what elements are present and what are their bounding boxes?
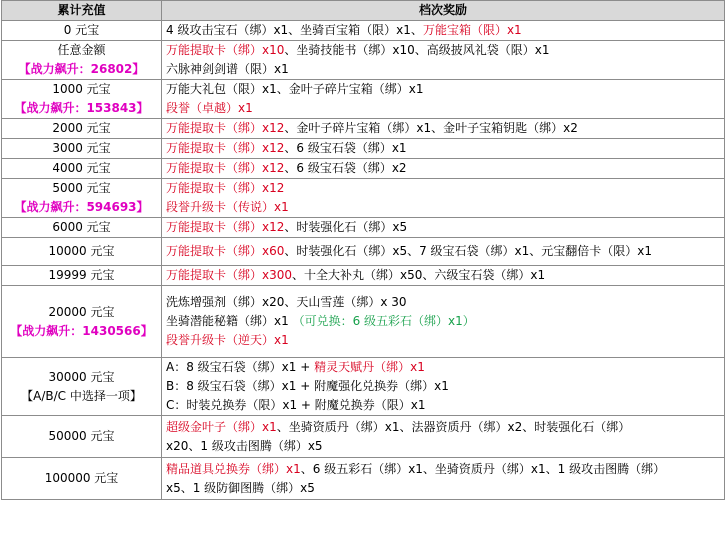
amount-cell xyxy=(2,218,162,238)
reward-text: 段誉（卓越）x1 xyxy=(166,101,253,115)
amount-text: 20000 元宝 xyxy=(48,304,115,319)
amount-cell xyxy=(2,358,162,416)
reward-text: x20、1 级攻击图腾（绑）x5 xyxy=(166,438,323,453)
amount-cell xyxy=(2,286,162,358)
table-row xyxy=(2,238,725,266)
amount-cell xyxy=(2,266,162,286)
reward-line xyxy=(166,41,720,60)
amount-text: 30000 元宝 xyxy=(48,369,115,384)
reward-line xyxy=(166,218,720,237)
reward-text: （可兑换：6 级五彩石（绑）x1） xyxy=(292,314,475,328)
table-row xyxy=(2,41,725,80)
table-row xyxy=(2,139,725,159)
reward-cell xyxy=(162,458,725,500)
table-body xyxy=(2,21,725,500)
reward-text: 万能提取卡（绑）x12 xyxy=(166,141,285,155)
reward-line xyxy=(166,159,720,178)
table-row xyxy=(2,416,725,458)
amount-cell xyxy=(2,119,162,139)
reward-line xyxy=(166,437,720,456)
reward-text: 万能提取卡（绑）x10 xyxy=(166,43,285,57)
amount-text: 0 元宝 xyxy=(63,23,100,37)
table-row xyxy=(2,21,725,41)
reward-text: 万能提取卡（绑）x12 xyxy=(166,161,285,175)
table-row xyxy=(2,80,725,119)
reward-line xyxy=(166,331,720,350)
header-rewards: 档次奖励 xyxy=(162,1,725,21)
reward-line xyxy=(166,358,720,377)
table-header-row xyxy=(2,1,725,21)
reward-cell xyxy=(162,416,725,458)
reward-line xyxy=(166,80,720,99)
amount-text: 19999 元宝 xyxy=(48,268,115,282)
reward-cell xyxy=(162,238,725,266)
amount-text: 50000 元宝 xyxy=(48,429,115,443)
table-row xyxy=(2,179,725,218)
reward-text: B：8 级宝石袋（绑）x1 + 附魔强化兑换券（绑）x1 xyxy=(166,379,449,393)
reward-cell xyxy=(162,21,725,41)
reward-text: 精灵天赋丹（绑）x1 xyxy=(314,360,425,374)
reward-text: 万能提取卡（绑）x12 xyxy=(166,121,285,135)
reward-text: 万能大礼包（限）x1、金叶子碎片宝箱（绑）x1 xyxy=(166,82,424,96)
amount-text: 3000 元宝 xyxy=(52,141,111,155)
reward-text: 万能提取卡（绑）x12 xyxy=(166,220,285,234)
amount-text: 2000 元宝 xyxy=(52,121,111,135)
reward-cell xyxy=(162,286,725,358)
reward-line xyxy=(166,119,720,138)
reward-text: 超级金叶子（绑）x1 xyxy=(166,419,277,434)
reward-text: 、时装强化石（绑）x5 xyxy=(284,220,408,234)
reward-text: C：时装兑换券（限）x1 + 附魔兑换券（限）x1 xyxy=(166,398,426,412)
reward-text: 、时装强化石（绑）x5、7 级宝石袋（绑）x1、元宝翻倍卡（限）x1 xyxy=(284,244,653,258)
reward-line xyxy=(166,99,720,118)
reward-cell xyxy=(162,179,725,218)
amount-cell xyxy=(2,159,162,179)
table-row xyxy=(2,458,725,500)
amount-text: 100000 元宝 xyxy=(44,471,119,485)
reward-line xyxy=(166,21,720,40)
bonus-text: 【战力飙升：26802】 xyxy=(18,62,145,76)
reward-cell xyxy=(162,218,725,238)
amount-cell xyxy=(2,41,162,80)
reward-text: A：8 级宝石袋（绑）x1 + xyxy=(166,360,315,374)
reward-line xyxy=(166,396,720,415)
reward-cell xyxy=(162,119,725,139)
amount-cell xyxy=(2,80,162,119)
reward-line xyxy=(166,312,720,331)
amount-cell xyxy=(2,139,162,159)
amount-text: 10000 元宝 xyxy=(48,244,115,258)
reward-text: x5、1 级防御图腾（绑）x5 xyxy=(166,480,315,495)
reward-line xyxy=(166,139,720,158)
amount-cell xyxy=(2,416,162,458)
reward-line xyxy=(166,198,720,217)
amount-text: 6000 元宝 xyxy=(52,220,111,234)
reward-text: 段誉升级卡（逆天）x1 xyxy=(166,333,289,347)
reward-cell xyxy=(162,358,725,416)
reward-line xyxy=(166,293,720,312)
table-row xyxy=(2,119,725,139)
table-row xyxy=(2,159,725,179)
reward-text: 、金叶子碎片宝箱（绑）x1、金叶子宝箱钥匙（绑）x2 xyxy=(284,121,578,135)
reward-text: 万能提取卡（绑）x60 xyxy=(166,244,285,258)
reward-line xyxy=(166,242,720,261)
reward-line xyxy=(166,266,720,285)
reward-text: 段誉升级卡（传说）x1 xyxy=(166,200,289,214)
reward-text: 4 级攻击宝石（绑）x1、坐骑百宝箱（限）x1、 xyxy=(166,23,423,37)
header-amount: 累计充值 xyxy=(2,1,162,21)
table-row xyxy=(2,266,725,286)
reward-text: 六脉神剑剑谱（限）x1 xyxy=(166,62,289,76)
amount-cell xyxy=(2,238,162,266)
reward-text: 万能提取卡（绑）x12 xyxy=(166,181,285,195)
table-row xyxy=(2,286,725,358)
reward-cell xyxy=(162,41,725,80)
bonus-text: 【A/B/C 中选择一项】 xyxy=(21,388,142,403)
reward-text: 、坐骑资质丹（绑）x1、法器资质丹（绑）x2、时装强化石（绑） xyxy=(276,419,631,434)
reward-line xyxy=(166,479,720,498)
table-row xyxy=(2,218,725,238)
reward-text: 、十全大补丸（绑）x50、六级宝石袋（绑）x1 xyxy=(292,268,546,282)
bonus-text: 【战力飙升：594693】 xyxy=(14,200,149,214)
reward-table xyxy=(1,0,725,500)
reward-text: 万能宝箱（限）x1 xyxy=(422,23,522,37)
amount-text: 1000 元宝 xyxy=(52,82,111,96)
reward-line xyxy=(166,418,720,437)
reward-cell xyxy=(162,266,725,286)
amount-cell xyxy=(2,21,162,41)
reward-text: 坐骑潜能秘籍（绑）x1 xyxy=(166,314,293,328)
reward-cell xyxy=(162,139,725,159)
reward-text: 洗炼增强剂（绑）x20、天山雪莲（绑）x 30 xyxy=(166,295,407,309)
reward-text: 精品道具兑换券（绑）x1 xyxy=(166,461,301,476)
reward-text: 、6 级五彩石（绑）x1、坐骑资质丹（绑）x1、1 级攻击图腾（绑） xyxy=(300,461,666,476)
amount-cell xyxy=(2,458,162,500)
amount-cell xyxy=(2,179,162,218)
bonus-text: 【战力飙升：1430566】 xyxy=(10,323,153,338)
reward-line xyxy=(166,179,720,198)
amount-text: 任意金额 xyxy=(57,43,106,57)
table-row xyxy=(2,358,725,416)
reward-line xyxy=(166,460,720,479)
bonus-text: 【战力飙升：153843】 xyxy=(14,101,149,115)
amount-text: 4000 元宝 xyxy=(52,161,111,175)
reward-text: 、坐骑技能书（绑）x10、高级披风礼袋（限）x1 xyxy=(284,43,550,57)
reward-line xyxy=(166,60,720,79)
reward-text: 万能提取卡（绑）x300 xyxy=(166,268,293,282)
amount-text: 5000 元宝 xyxy=(52,181,111,195)
reward-cell xyxy=(162,159,725,179)
reward-text: 、6 级宝石袋（绑）x1 xyxy=(284,141,407,155)
reward-cell xyxy=(162,80,725,119)
reward-text: 、6 级宝石袋（绑）x2 xyxy=(284,161,407,175)
reward-line xyxy=(166,377,720,396)
